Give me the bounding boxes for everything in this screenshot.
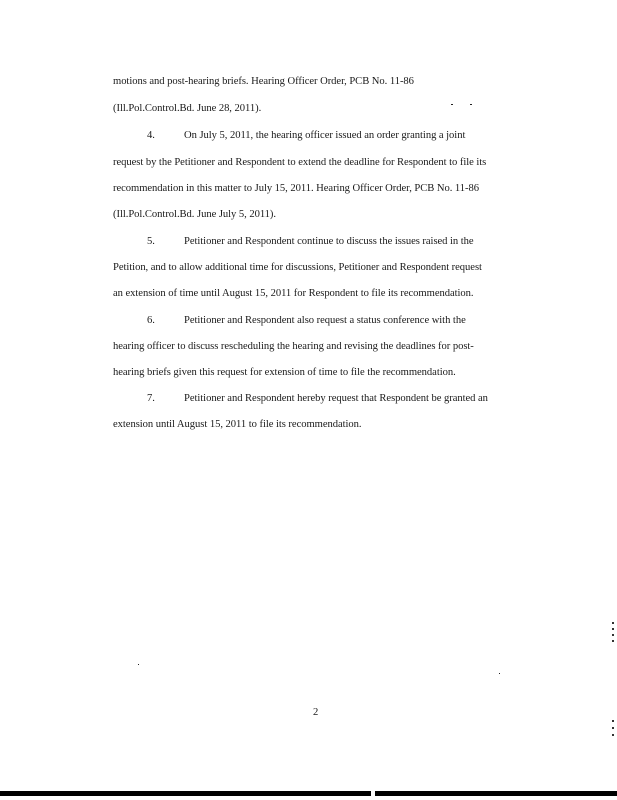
text-line: Petition, and to allow additional time for discussions, Petitioner and Respondent request [113, 262, 482, 273]
paragraph-number: 5. [147, 236, 155, 247]
text-line: Petitioner and Respondent also request a status conference with the [184, 315, 466, 326]
text-line: hearing officer to discuss rescheduling the hearing and revising the deadlines for post- [113, 341, 474, 352]
text-line: an extension of time until August 15, 2011 for Respondent to file its recommendation. [113, 288, 474, 299]
scan-speck [451, 104, 453, 105]
text-line: Petitioner and Respondent continue to discuss the issues raised in the [184, 236, 474, 247]
paragraph-number: 7. [147, 393, 155, 404]
scan-edge-mark [612, 628, 614, 630]
scan-speck [470, 104, 472, 105]
page-number: 2 [313, 707, 319, 718]
scan-speck [138, 664, 139, 665]
scan-edge-mark [612, 634, 614, 636]
text-line: On July 5, 2011, the hearing officer issued an order granting a joint [184, 130, 466, 141]
text-line: request by the Petitioner and Respondent to extend the deadline for Respondent to file its [113, 157, 487, 168]
paragraph-number: 6. [147, 315, 155, 326]
text-line: Petitioner and Respondent hereby request that Respondent be granted an [184, 393, 488, 404]
scan-edge-mark [612, 734, 614, 736]
scan-edge-mark [612, 640, 614, 642]
scan-edge-mark [612, 622, 614, 624]
scan-bottom-gap [371, 791, 375, 796]
text-line: hearing briefs given this request for extension of time to file the recommendation. [113, 367, 456, 378]
text-line: (Ill.Pol.Control.Bd. June July 5, 2011). [113, 209, 276, 220]
text-line: (Ill.Pol.Control.Bd. June 28, 2011). [113, 103, 262, 114]
scan-edge-mark [612, 720, 614, 722]
text-line: motions and post-hearing briefs. Hearing Officer Order, PCB No. 11-86 [113, 76, 414, 87]
scan-edge-mark [612, 727, 614, 729]
scan-bottom-border [0, 791, 617, 796]
text-line: recommendation in this matter to July 15, 2011. Hearing Officer Order, PCB No. 11-86 [113, 183, 479, 194]
scan-speck [499, 673, 500, 674]
paragraph-number: 4. [147, 130, 155, 141]
text-line: extension until August 15, 2011 to file its recommendation. [113, 419, 362, 430]
